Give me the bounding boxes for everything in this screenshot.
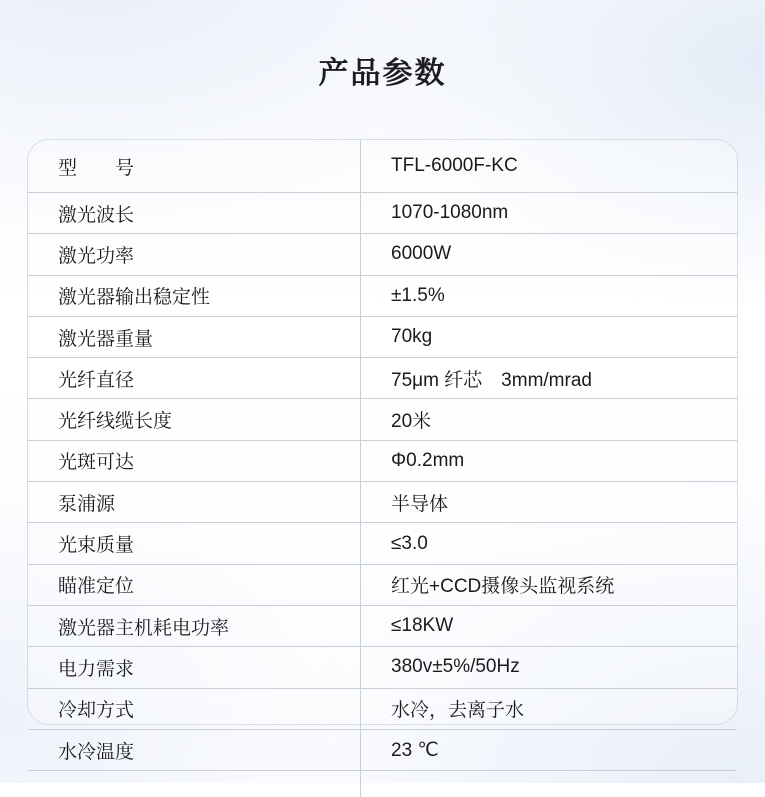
table-row (28, 234, 737, 275)
spec-value-spot-size: Φ0.2mm (361, 440, 738, 481)
table-row (28, 729, 737, 770)
spec-table-body (28, 140, 737, 797)
spec-value-model: TFL-6000F-KC (361, 140, 738, 193)
spec-value-power: 6000W (361, 234, 738, 275)
spec-label-spot-size: 光斑可达 (28, 440, 361, 481)
spec-label-electrical-requirement: 电力需求 (28, 647, 361, 688)
spec-label-power: 激光功率 (28, 234, 361, 275)
spec-label-model: 型 号 (28, 140, 361, 193)
spec-value-stability: ±1.5% (361, 275, 738, 316)
spec-label-beam-quality: 光束质量 (28, 523, 361, 564)
table-row (28, 358, 737, 399)
page-title: 产品参数 (318, 57, 447, 90)
spec-label-water-temperature: 水冷温度 (28, 729, 361, 770)
spec-value-fiber-diameter: 75μm 纤芯 3mm/mrad (361, 358, 738, 399)
spec-label-wavelength: 激光波长 (28, 193, 361, 234)
spec-label-pump-source: 泵浦源 (28, 482, 361, 523)
spec-label-power-consumption: 激光器主机耗电功率 (28, 605, 361, 646)
table-row (28, 193, 737, 234)
spec-label-cable-length: 光纤线缆长度 (28, 399, 361, 440)
spec-value-electrical-requirement: 380v±5%/50Hz (361, 647, 738, 688)
spec-value-beam-quality: ≤3.0 (361, 523, 738, 564)
table-bottom-spacer-left (28, 771, 361, 797)
table-row (28, 523, 737, 564)
spec-value-weight: 70kg (361, 316, 738, 357)
spec-label-weight: 激光器重量 (28, 316, 361, 357)
spec-value-power-consumption: ≤18KW (361, 605, 738, 646)
spec-label-stability: 激光器输出稳定性 (28, 275, 361, 316)
spec-label-aiming: 瞄准定位 (28, 564, 361, 605)
spec-value-cooling-method: 水冷，去离子水 (361, 688, 738, 729)
table-bottom-spacer-right (361, 771, 738, 797)
spec-value-aiming: 红光+CCD摄像头监视系统 (361, 564, 738, 605)
spec-value-cable-length: 20米 (361, 399, 738, 440)
table-row (28, 316, 737, 357)
spec-label-fiber-diameter: 光纤直径 (28, 358, 361, 399)
spec-card (27, 139, 738, 763)
table-row (28, 688, 737, 729)
spec-value-wavelength: 1070-1080nm (361, 193, 738, 234)
table-row (28, 399, 737, 440)
spec-value-water-temperature: 23 ℃ (361, 729, 738, 770)
spec-value-pump-source: 半导体 (361, 482, 738, 523)
table-row (28, 482, 737, 523)
spec-table (28, 140, 737, 797)
spec-label-cooling-method: 冷却方式 (28, 688, 361, 729)
table-row (28, 647, 737, 688)
table-row (28, 564, 737, 605)
table-bottom-spacer (28, 771, 737, 797)
table-row (28, 140, 737, 193)
table-row (28, 275, 737, 316)
table-row (28, 605, 737, 646)
table-row (28, 440, 737, 481)
